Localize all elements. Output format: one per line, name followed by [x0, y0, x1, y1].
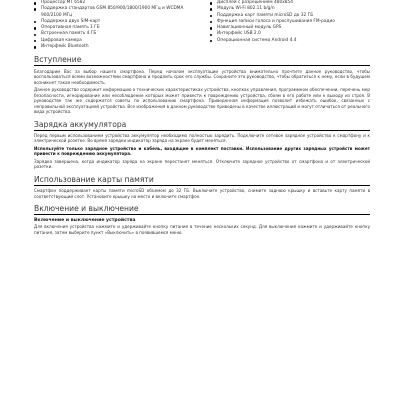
- paragraph: Зарядка завершена, когда индикатор заряда на экране перестанет меняться. Отключите зарядное устройство от смартфона и от электрической розетки.: [34, 158, 370, 170]
- feature-item: Оперативная память 1 ГБ: [34, 25, 194, 31]
- feature-item: Поддержка стандартов GSM 850/900/1800/1900 МГц и WCDMA 900/2100 МГц: [34, 6, 194, 19]
- paragraph: Для включения устройства нажмите и удерживайте кнопку питания в течение нескольких секунд. Для выключения нажмите и удерживайте кнопку питания, затем выберите пункт «Выключить» в появившемся меню.: [34, 224, 370, 235]
- feature-item: Операционная система Android 4.4: [210, 38, 370, 44]
- feature-column-right: [210, 0, 370, 50]
- section-power: [34, 204, 370, 235]
- feature-item: Интерфейс Bluetooth: [34, 44, 194, 50]
- section-heading: Использование карты памяти: [34, 175, 370, 186]
- feature-item: Дисплей с разрешением 480х854: [210, 0, 370, 6]
- section-heading: Зарядка аккумулятора: [34, 120, 370, 131]
- feature-item: Функция записи голоса и прослушивания FM-радио: [210, 19, 370, 25]
- feature-column-left: [34, 0, 194, 50]
- feature-item: Интерфейс USB 2.0: [210, 31, 370, 37]
- subsection-heading: Включение и выключение устройства: [34, 217, 136, 223]
- paragraph: Благодарим Вас за выбор нашего смартфона. Перед началом эксплуатации устройства внимательно прочтите данное руководство, чтобы воспользоваться всеми возможностями смартфона и продлить срок его службы. Сохраните это руководство, чтобы обратиться к нему, если в будущем возникнет такая необходимость.: [34, 68, 370, 85]
- warning-note: Используйте только зарядное устройство и кабель, входящие в комплект поставки. Использование других зарядных устройств может привести к повреждению аккумулятора.: [34, 145, 370, 157]
- document-page: [34, 0, 370, 400]
- paragraph: Смартфон поддерживает карты памяти microSD объемом до 32 ГБ. Выключите устройство, снимите заднюю крышку и вставьте карту памяти в соответствующий слот. Установите крышку на место и включите смартфон.: [34, 188, 370, 199]
- section-heading: Вступление: [34, 55, 370, 66]
- section-memory-card: [34, 175, 370, 199]
- feature-item: Поддержка двух SIM-карт: [34, 19, 194, 25]
- feature-item: Модуль Wi-Fi 802.11 b/g/n: [210, 6, 370, 12]
- section-heading: Включение и выключение: [34, 204, 370, 215]
- feature-item: Встроенная память 4 ГБ: [34, 31, 194, 37]
- feature-list: [34, 0, 370, 50]
- section-intro: [34, 55, 370, 114]
- paragraph: Перед первым использованием устройства аккумулятор необходимо полностью зарядить. Подключите сетевое зарядное устройство к смартфону и к электрической розетке. Во время зарядки индикатор заряда на экране будет меняться.: [34, 133, 370, 144]
- feature-item: Навигационный модуль GPS: [210, 25, 370, 31]
- paragraph: Данное руководство содержит информацию о технических характеристиках устройства, кнопках управления, программном обеспечении, перечень мер безопасности, игнорирование или несоблюдение которых может привести к повреждению устройства, сбоям в его работе или к выходу из строя. В руководстве так же содержатся советы по использованию смартфона. Приведенная информация позволит избежать ошибок, связанных с неправильной эксплуатацией устройства. Все изображения в данном руководстве приведены в качестве иллюстраций и могут отличаться от реального вида устройства.: [34, 87, 370, 115]
- feature-item: Поддержка карт памяти microSD до 32 ГБ: [210, 13, 370, 19]
- feature-item: Процессор MT 6582: [34, 0, 194, 6]
- section-battery: [34, 120, 370, 170]
- feature-item: Цифровая камера: [34, 38, 194, 44]
